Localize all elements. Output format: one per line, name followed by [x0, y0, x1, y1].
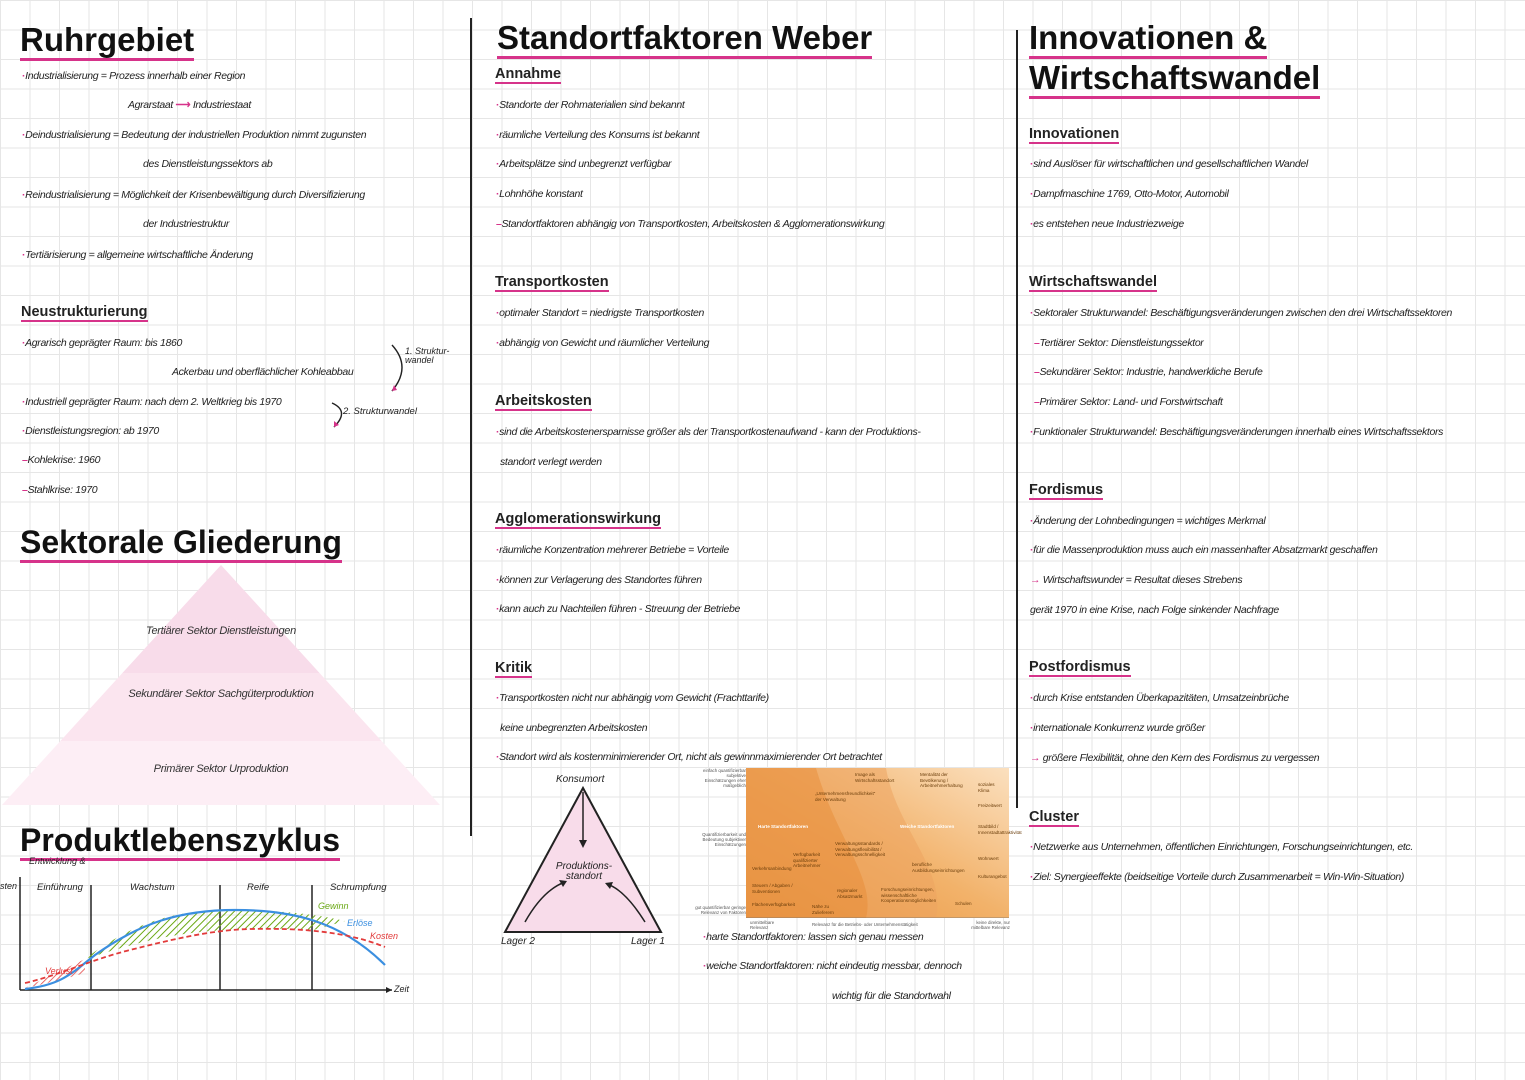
text-transport-2: ·abhängig von Gewicht und räumlicher Verteilung [496, 337, 710, 349]
text-content: Standorte der Rohmaterialien sind bekannt [499, 99, 685, 111]
chart-axis-x: Relevanz für die Betriebs- oder Unternehmenstätigkeit [812, 922, 918, 927]
plz-label-cut: sten [0, 881, 18, 891]
text-ford-3 [1030, 574, 1242, 586]
text-agglo-1: ·räumliche Konzentration mehrerer Betriebe = Vorteile [496, 544, 729, 556]
text-transport-1: ·optimaler Standort = niedrigste Transportkosten [496, 307, 705, 319]
chart-item-stadtbild: Stadtbild / Innenstadtattraktivität [978, 824, 1022, 835]
text-reindustrialisierung-cont: der Industriestruktur [143, 218, 230, 230]
chart-axis-y-mid: Quantifizierbarkeit und Bedeutung subjektiver Einschätzungen [702, 832, 746, 847]
plz-label-wachstum: Wachstum [130, 882, 175, 893]
text-content: Tertiärisierung = allgemeine wirtschaftliche Änderung [25, 249, 253, 261]
chart-axis-x-left: unmittelbare Relevanz [750, 920, 775, 930]
text-arbeit-1: ·sind die Arbeitskostenersparnisse größer als der Transportkostenaufwand - kann der Produktions- [496, 426, 921, 438]
arrow-icon: ⟶ [175, 99, 193, 111]
heading-fordismus: Fordismus [1029, 482, 1104, 498]
text-content: Änderung der Lohnbedingungen = wichtiges Merkmal [1033, 515, 1266, 527]
text-content: Wirtschaftswunder = Resultat dieses Strebens [1042, 574, 1243, 586]
plz-label-gewinn: Gewinn [318, 901, 349, 911]
text-reindustrialisierung: ·Reindustrialisierung = Möglichkeit der Krisenbewältigung durch Diversifizierung [22, 189, 365, 201]
text-agglo-3: ·kann auch zu Nachteilen führen - Streuung der Betriebe [496, 603, 741, 615]
chart-item-verwaltungsstandards: Verwaltungsstandards / Verwaltungsflexibilität / Verwaltungsschnelligkeit [835, 841, 886, 857]
text-annahme-1: ·Standorte der Rohmaterialien sind bekannt [496, 99, 685, 111]
text-postford-3 [1030, 752, 1319, 764]
text-content: harte Standortfaktoren: lassen sich genau messen [706, 931, 924, 943]
text-annahme-3: ·Arbeitsplätze sind unbegrenzt verfügbar [496, 158, 672, 170]
chart-item-klima: soziales Klima [978, 782, 995, 793]
arrow-icon: → [1030, 752, 1043, 764]
text-content: Sekundärer Sektor: Industrie, handwerkliche Berufe [1039, 366, 1263, 378]
title-innovationen-1: Innovationen & [1029, 18, 1267, 59]
text-innov-2: ·Dampfmaschine 1769, Otto-Motor, Automobil [1030, 188, 1229, 200]
heading-kritik: Kritik [495, 660, 533, 676]
industriestaat-label: Industriestaat [192, 99, 251, 111]
heading-transportkosten: Transportkosten [495, 274, 609, 290]
text-content: räumliche Verteilung des Konsums ist bekannt [499, 129, 700, 141]
product-lifecycle-chart [0, 855, 420, 1005]
text-kritik-3: ·Standort wird als kostenminimierender Ort, nicht als gewinnmaximierender Ort betrachtet [496, 751, 882, 763]
text-innov-3: ·es entstehen neue Industriezweige [1030, 218, 1184, 230]
heading-cluster: Cluster [1029, 809, 1079, 825]
triangle-produktionsstandort: Produktions-standort [555, 861, 613, 882]
text-content: abhängig von Gewicht und räumlicher Verteilung [499, 337, 710, 349]
text-tertiaerisierung: ·Tertiärisierung = allgemeine wirtschaftliche Änderung [22, 249, 253, 261]
agrarstaat-label: Agrarstaat [128, 99, 173, 111]
text-annahme-4: ·Lohnhöhe konstant [496, 188, 583, 200]
text-content: Netzwerke aus Unternehmen, öffentlichen Einrichtungen, Forschungseinrichtungen, etc. [1033, 841, 1413, 853]
plz-label-zeit: Zeit [394, 984, 410, 994]
text-ackerbau: Ackerbau und oberflächlicher Kohleabbau [172, 366, 354, 378]
text-arbeit-2: standort verlegt werden [500, 456, 602, 468]
text-content: Funktionaler Strukturwandel: Beschäftigungsveränderungen innerhalb eines Wirtschaftssektors [1033, 426, 1444, 438]
text-wandel-5: ·Funktionaler Strukturwandel: Beschäftigungsveränderungen innerhalb eines Wirtschaftssektors [1030, 426, 1444, 438]
plz-label-entwicklung: Entwicklung & [29, 856, 86, 866]
text-ford-1: ·Änderung der Lohnbedingungen = wichtiges Merkmal [1030, 515, 1266, 527]
pyramid-tertiaer: Tertiärer Sektor Dienstleistungen [146, 625, 296, 637]
heading-arbeitskosten: Arbeitskosten [495, 393, 592, 409]
text-kohlekrise: –Kohlekrise: 1960 [22, 454, 101, 466]
text-annahme-2: ·räumliche Verteilung des Konsums ist bekannt [496, 129, 700, 141]
triangle-lager-2: Lager 2 [501, 936, 535, 947]
text-content: Lohnhöhe konstant [499, 188, 583, 200]
text-weiche-standortfaktoren: ·weiche Standortfaktoren: nicht eindeutig messbar, dennoch [703, 960, 962, 972]
text-content: für die Massenproduktion muss auch ein massenhafter Absatzmarkt geschaffen [1033, 544, 1378, 556]
text-kritik-1: ·Transportkosten nicht nur abhängig vom Gewicht (Frachttarife) [496, 692, 769, 704]
text-content: es entstehen neue Industriezweige [1033, 218, 1184, 230]
pyramid-primaer: Primärer Sektor Urproduktion [153, 763, 289, 775]
text-content: Arbeitsplätze sind unbegrenzt verfügbar [499, 158, 672, 170]
text-content: Ziel: Synergieeffekte (beidseitige Vorteile durch Zusammenarbeit = Win-Win-Situation) [1033, 871, 1405, 883]
column-divider-left [470, 18, 472, 836]
chart-item-verwaltung: „Unternehmensfreundlichkeit“ der Verwaltung [815, 791, 876, 802]
text-content: Tertiärer Sektor: Dienstleistungssektor [1039, 337, 1204, 349]
title-sektorale-gliederung: Sektorale Gliederung [20, 522, 342, 563]
text-content: Deindustrialisierung = Bedeutung der industriellen Produktion nimmt zugunsten [25, 129, 367, 141]
text-dienstleistungsregion: ·Dienstleistungsregion: ab 1970 [22, 425, 159, 437]
plz-label-einfuehrung: Einführung [37, 882, 83, 893]
text-content: sind die Arbeitskostenersparnisse größer als der Transportkostenaufwand - kann der Produktions- [499, 426, 921, 438]
text-agrarstaat [128, 99, 251, 111]
text-weiche-cont: wichtig für die Standortwahl [832, 990, 951, 1002]
text-postford-1: ·durch Krise entstanden Überkapazitäten, Umsatzeinbrüche [1030, 692, 1289, 704]
chart-item-flaechen: Flächenverfügbarkeit [752, 902, 795, 907]
text-content: Primärer Sektor: Land- und Forstwirtschaft [1039, 396, 1223, 408]
text-cluster-2: ·Ziel: Synergieeffekte (beidseitige Vorteile durch Zusammenarbeit = Win-Win-Situation) [1030, 871, 1405, 883]
text-content: Dienstleistungsregion: ab 1970 [25, 425, 159, 437]
text-harte-standortfaktoren: ·harte Standortfaktoren: lassen sich genau messen [703, 931, 924, 943]
triangle-konsumort: Konsumort [556, 774, 605, 785]
text-innov-1: ·sind Auslöser für wirtschaftlichen und gesellschaftlichen Wandel [1030, 158, 1308, 170]
text-kritik-2: keine unbegrenzten Arbeitskosten [500, 722, 648, 734]
text-content: können zur Verlagerung des Standortes führen [499, 574, 702, 586]
text-content: optimaler Standort = niedrigste Transportkosten [499, 307, 705, 319]
text-ford-4: gerät 1970 in eine Krise, nach Folge sinkender Nachfrage [1030, 604, 1279, 616]
chart-item-image: Image als Wirtschaftsstandort [855, 772, 895, 783]
text-industriell: ·Industriell geprägter Raum: nach dem 2. Weltkrieg bis 1970 [22, 396, 282, 408]
chart-item-freizeit: Freizeitwert [978, 803, 1002, 808]
text-wandel-2: –Tertiärer Sektor: Dienstleistungssektor [1034, 337, 1204, 349]
text-content: Standort wird als kostenminimierender Ort, nicht als gewinnmaximierender Ort betrachtet [499, 751, 882, 763]
label-strukturwandel-2: 2. Strukturwandel [343, 406, 417, 417]
triangle-lager-1: Lager 1 [631, 936, 665, 947]
chart-item-zulieferer: Nähe zu Zulieferern [812, 904, 834, 915]
chart-item-wohnwert: Wohnwert [978, 856, 999, 861]
heading-neustrukturierung: Neustrukturierung [21, 304, 148, 320]
text-content: Industrialisierung = Prozess innerhalb einer Region [25, 70, 246, 82]
plz-label-erloese: Erlöse [347, 918, 373, 928]
text-agglo-2: ·können zur Verlagerung des Standortes führen [496, 574, 702, 586]
heading-wirtschaftswandel: Wirtschaftswandel [1029, 274, 1157, 290]
column-divider-right [1016, 30, 1018, 808]
chart-item-steuern: Steuern / Abgaben / Subventionen [752, 883, 793, 894]
heading-innovationen: Innovationen [1029, 126, 1120, 142]
text-content: Stahlkrise: 1970 [27, 484, 98, 496]
text-content: kann auch zu Nachteilen führen - Streuung der Betriebe [499, 603, 741, 615]
plz-label-verlust: Verlust [45, 966, 73, 976]
chart-item-arbeitnehmer: Verfügbarkeit qualifizierter Arbeitnehmer [793, 852, 821, 868]
chart-item-schulen: Schulen [955, 901, 972, 906]
title-ruhrgebiet: Ruhrgebiet [20, 20, 194, 61]
text-postford-2: ·internationale Konkurrenz wurde größer [1030, 722, 1205, 734]
chart-label-harte: Harte Standortfaktoren [758, 824, 809, 829]
text-content: Transportkosten nicht nur abhängig vom Gewicht (Frachttarife) [499, 692, 769, 704]
text-content: internationale Konkurrenz wurde größer [1033, 722, 1205, 734]
text-agrarisch: ·Agrarisch geprägter Raum: bis 1860 [22, 337, 182, 349]
text-content: Standortfaktoren abhängig von Transportkosten, Arbeitskosten & Agglomerationswirkung [501, 218, 885, 230]
heading-agglomerationswirkung: Agglomerationswirkung [495, 511, 661, 527]
text-annahme-5: –Standortfaktoren abhängig von Transportkosten, Arbeitskosten & Agglomerationswirkung [496, 218, 885, 230]
text-stahlkrise: –Stahlkrise: 1970 [22, 484, 98, 496]
title-standortfaktoren: Standortfaktoren Weber [497, 18, 872, 59]
plz-label-schrumpfung: Schrumpfung [330, 882, 387, 893]
text-content: Industriell geprägter Raum: nach dem 2. Weltkrieg bis 1970 [25, 396, 282, 408]
text-wandel-4: –Primärer Sektor: Land- und Forstwirtschaft [1034, 396, 1223, 408]
chart-axis-y-bot: gut quantifizierbar geringe Relevanz von Faktoren [695, 905, 746, 915]
chart-axis-y-top: einfach quantifizierbar subjektive Einschätzungen eher maßgeblich [703, 768, 746, 788]
text-wandel-1: ·Sektoraler Strukturwandel: Beschäftigungsveränderungen zwischen den drei Wirtschaftssektoren [1030, 307, 1453, 319]
text-wandel-3: –Sekundärer Sektor: Industrie, handwerkliche Berufe [1034, 366, 1263, 378]
text-industrialisierung: ·Industrialisierung = Prozess innerhalb einer Region [22, 70, 246, 82]
text-content: räumliche Konzentration mehrerer Betriebe = Vorteile [499, 544, 729, 556]
text-content: Sektoraler Strukturwandel: Beschäftigungsveränderungen zwischen den drei Wirtschaftssektoren [1033, 307, 1453, 319]
chart-item-kultur: Kulturangebot [978, 874, 1007, 879]
text-cluster-1: ·Netzwerke aus Unternehmen, öffentlichen Einrichtungen, Forschungseinrichtungen, etc. [1030, 841, 1413, 853]
title-innovationen-2: Wirtschaftswandel [1029, 58, 1320, 99]
text-content: durch Krise entstanden Überkapazitäten, Umsatzeinbrüche [1033, 692, 1289, 704]
text-content: Reindustrialisierung = Möglichkeit der Krisenbewältigung durch Diversifizierung [25, 189, 365, 201]
label-strukturwandel-1: 1. Struktur-wandel [405, 346, 450, 365]
chart-item-absatzmarkt: regionaler Absatzmarkt [837, 888, 863, 899]
chart-item-verkehr: Verkehrsanbindung [752, 866, 792, 871]
heading-postfordismus: Postfordismus [1029, 659, 1131, 675]
chart-label-weiche: Weiche Standortfaktoren [900, 824, 955, 829]
pyramid-sekundaer: Sekundärer Sektor Sachgüterproduktion [128, 688, 314, 700]
text-ford-2: ·für die Massenproduktion muss auch ein massenhafter Absatzmarkt geschaffen [1030, 544, 1378, 556]
text-content: sind Auslöser für wirtschaftlichen und gesellschaftlichen Wandel [1033, 158, 1308, 170]
text-content: Dampfmaschine 1769, Otto-Motor, Automobil [1033, 188, 1229, 200]
text-content: Kohlekrise: 1960 [27, 454, 101, 466]
text-deindustrialisierung-cont: des Dienstleistungssektors ab [143, 158, 273, 170]
chart-item-ausbildung: berufliche Ausbildungseinrichtungen [912, 862, 965, 873]
arrow-icon: → [1030, 574, 1043, 586]
text-content: größere Flexibilität, ohne den Kern des Fordismus zu vergessen [1042, 752, 1320, 764]
chart-axis-x-right: keine direkte, nur mittelbare Relevanz [971, 920, 1010, 930]
title-produktlebenszyklus: Produktlebenszyklus [20, 820, 340, 861]
heading-annahme: Annahme [495, 66, 562, 82]
chart-item-mentalitaet: Mentalität der Bevölkerung / Arbeitnehmerhaltung [920, 772, 963, 788]
chart-item-forschung: Forschungseinrichtungen, wissenschaftliche Kooperationsmöglichkeiten [881, 887, 937, 903]
plz-label-reife: Reife [247, 882, 270, 893]
plz-label-kosten: Kosten [370, 931, 399, 941]
text-content: weiche Standortfaktoren: nicht eindeutig messbar, dennoch [706, 960, 962, 972]
text-content: Agrarisch geprägter Raum: bis 1860 [25, 337, 182, 349]
text-deindustrialisierung: ·Deindustrialisierung = Bedeutung der industriellen Produktion nimmt zugunsten [22, 129, 367, 141]
